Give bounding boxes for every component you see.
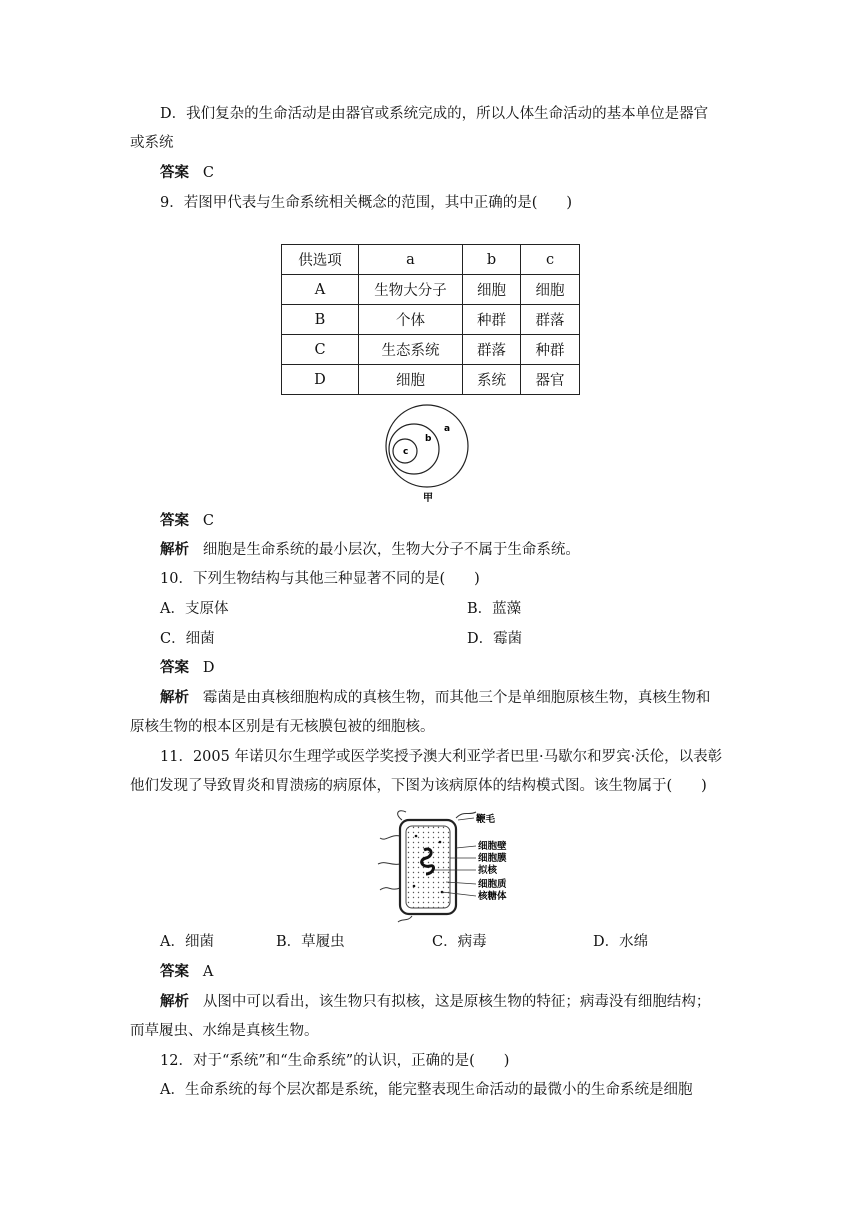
q10-stem: 10．下列生物结构与其他三种显著不同的是( ) [160, 571, 480, 587]
label-cell-membrane: 细胞膜 [478, 853, 507, 864]
analysis-label: 解析 [160, 689, 189, 706]
table-cell: 种群 [521, 335, 580, 365]
q10-option-b: B．蓝藻 [467, 601, 522, 617]
ribosome-dot [439, 841, 442, 844]
label-c: c [403, 447, 409, 457]
q11-stem-line1: 11．2005 年诺贝尔生理学或医学奖授予澳大利亚学者巴里·马歇尔和罗宾·沃伦，以表彰 [160, 749, 723, 765]
flagellum-line [398, 916, 412, 922]
flagellum-line [398, 811, 406, 820]
table-header-cell: c [521, 245, 580, 275]
label-nucleoid: 拟核 [478, 865, 498, 876]
table-row [282, 335, 580, 365]
label-ribosome: 核糖体 [478, 891, 507, 902]
q10-option-a: A．支原体 [160, 601, 229, 617]
label-b: b [425, 434, 432, 444]
q10-analysis-line1 [160, 688, 710, 708]
q11-bacterium-figure [372, 806, 522, 924]
ribosome-dot [413, 885, 416, 888]
table-row [282, 365, 580, 395]
answer-label: 答案 [160, 963, 189, 980]
answer-label: 答案 [160, 512, 189, 529]
q11-analysis-line2: 而草履虫、水绵是真核生物。 [130, 1023, 319, 1039]
table-header-cell: a [359, 245, 463, 275]
table-cell: A [282, 275, 359, 305]
flagellum-line [378, 863, 400, 865]
table-cell: 种群 [463, 305, 521, 335]
analysis-label: 解析 [160, 541, 189, 558]
label-flagellum: 鞭毛 [476, 814, 496, 825]
q11-analysis-line1 [160, 992, 710, 1012]
q11-answer [160, 962, 213, 982]
circle-b [389, 424, 439, 474]
analysis-text: 霉菌是由真核细胞构成的真核生物，而其他三个是单细胞原核生物，真核生物和 [202, 690, 711, 706]
q12-stem: 12．对于“系统”和“生命系统”的认识，正确的是( ) [160, 1053, 510, 1069]
table-cell: D [282, 365, 359, 395]
table-header-cell: 供选项 [282, 245, 359, 275]
q11-option-d: D．水绵 [593, 934, 649, 950]
answer-label: 答案 [160, 659, 189, 676]
table-cell: 细胞 [521, 275, 580, 305]
q8-option-d-line2: 或系统 [130, 135, 174, 151]
table-cell: 群落 [463, 335, 521, 365]
table-header-cell: b [463, 245, 521, 275]
table-cell: B [282, 305, 359, 335]
q9-choices-table [281, 244, 580, 395]
flagellum-line [380, 888, 400, 890]
answer-value: C [202, 165, 214, 181]
analysis-label: 解析 [160, 993, 189, 1010]
table-cell: 生态系统 [359, 335, 463, 365]
q10-option-d: D．霉菌 [467, 631, 523, 647]
table-cell: 细胞 [463, 275, 521, 305]
q10-answer [160, 658, 214, 678]
flagellum-line [380, 836, 400, 839]
answer-label: 答案 [160, 164, 189, 181]
table-cell: 系统 [463, 365, 521, 395]
q11-option-c: C．病毒 [432, 934, 487, 950]
answer-value: C [202, 513, 214, 529]
q11-stem-line2: 他们发现了导致胃炎和胃溃疡的病原体，下图为该病原体的结构模式图。该生物属于( ) [130, 778, 707, 794]
label-cell-wall: 细胞壁 [478, 841, 507, 852]
answer-value: D [202, 660, 215, 676]
table-cell: 生物大分子 [359, 275, 463, 305]
q8-option-d-line1: D．我们复杂的生命活动是由器官或系统完成的，所以人体生命活动的基本单位是器官 [160, 106, 709, 122]
q12-option-a: A．生命系统的每个层次都是系统，能完整表现生命活动的最微小的生命系统是细胞 [160, 1082, 693, 1098]
q11-option-a: A．细菌 [160, 934, 214, 950]
table-row [282, 275, 580, 305]
q9-answer [160, 511, 214, 531]
analysis-text: 细胞是生命系统的最小层次，生物大分子不属于生命系统。 [202, 542, 580, 558]
flagellum-line [456, 812, 476, 818]
ribosome-dot [415, 835, 418, 838]
figure-caption: 甲 [423, 493, 433, 504]
q8-answer [160, 163, 214, 183]
table-cell: 器官 [521, 365, 580, 395]
label-cytoplasm: 细胞质 [478, 879, 507, 890]
table-cell: C [282, 335, 359, 365]
q11-option-b: B．草履虫 [276, 934, 345, 950]
leader-line [458, 818, 474, 820]
q10-option-c: C．细菌 [160, 631, 215, 647]
table-cell: 个体 [359, 305, 463, 335]
table-row [282, 305, 580, 335]
leader-line [456, 846, 476, 848]
table-cell: 细胞 [359, 365, 463, 395]
label-a: a [444, 424, 451, 434]
table-header-row [282, 245, 580, 275]
analysis-text: 从图中可以看出，该生物只有拟核，这是原核生物的特征；病毒没有细胞结构； [202, 994, 711, 1010]
answer-value: A [202, 964, 214, 980]
table-cell: 群落 [521, 305, 580, 335]
q9-stem: 9．若图甲代表与生命系统相关概念的范围，其中正确的是( ) [160, 195, 573, 211]
q9-concept-circles-figure [380, 402, 476, 508]
circle-a [386, 405, 468, 487]
q10-analysis-line2: 原核生物的根本区别是有无核膜包被的细胞核。 [130, 719, 435, 735]
q9-analysis [160, 540, 580, 560]
